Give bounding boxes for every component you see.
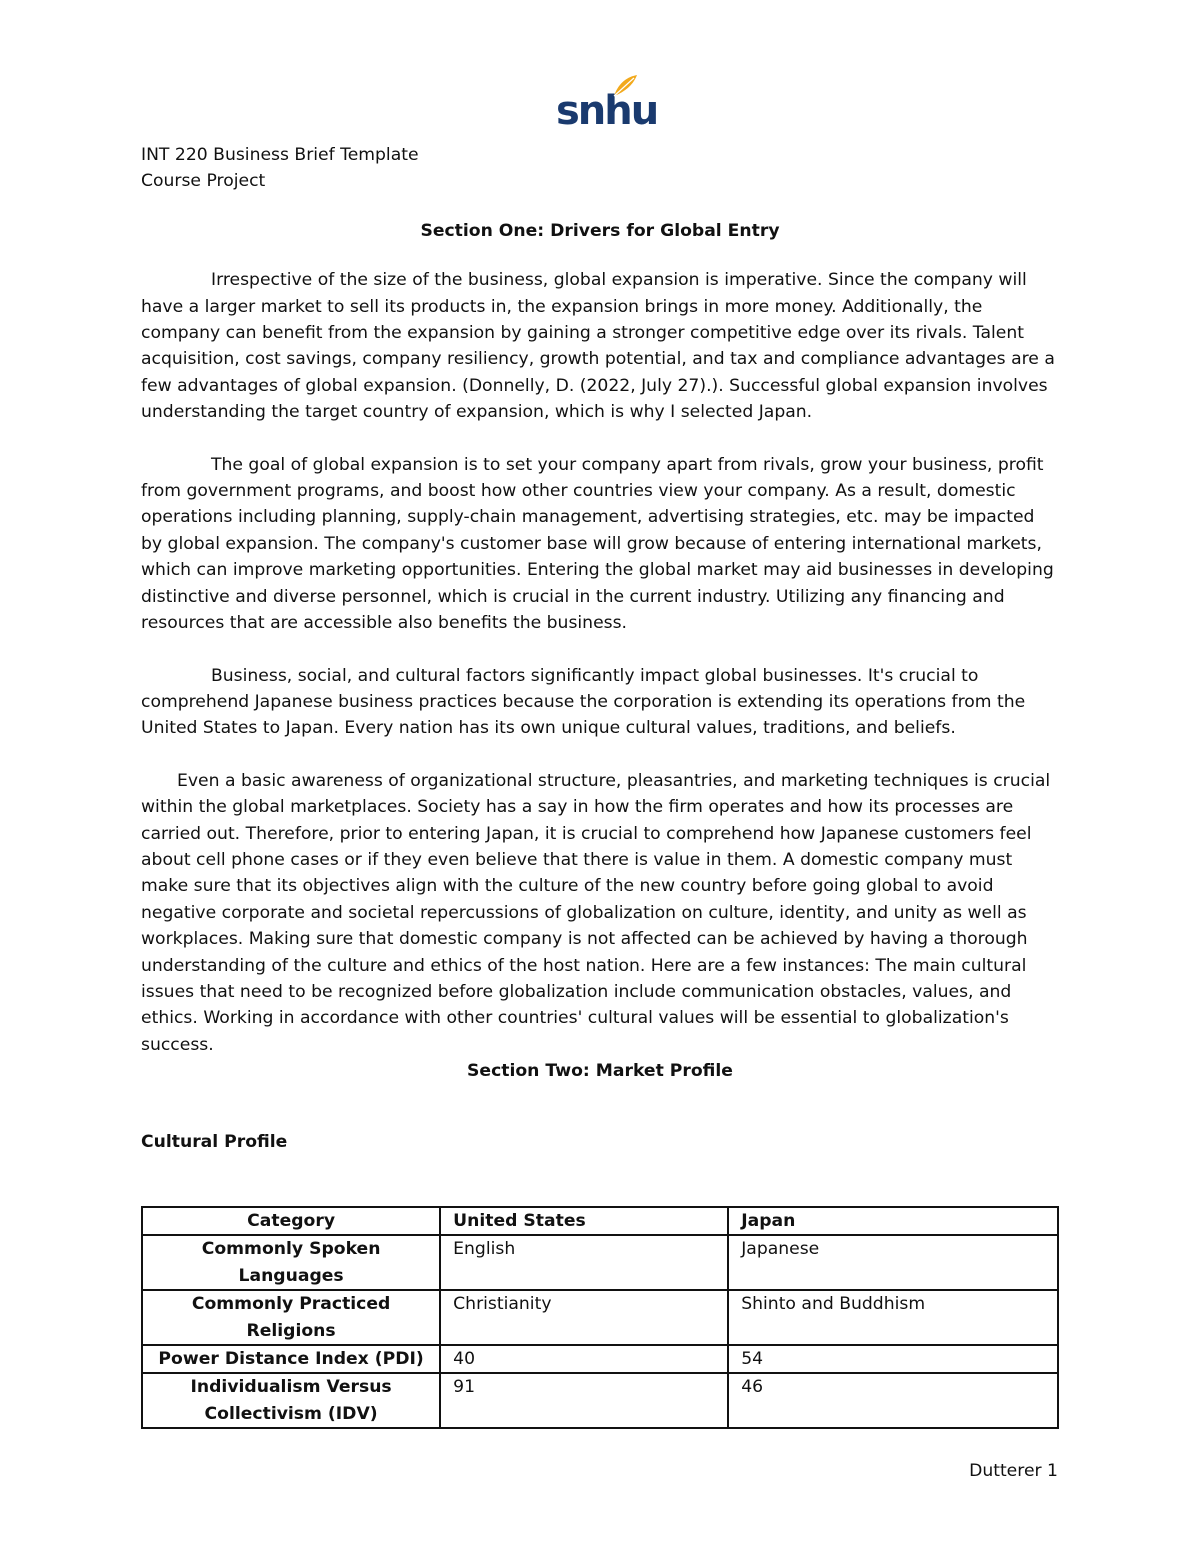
table-cell: Commonly Practiced Religions	[142, 1290, 440, 1345]
table-cell: 46	[728, 1373, 1058, 1428]
table-cell: English	[440, 1235, 728, 1290]
table-cell: 91	[440, 1373, 728, 1428]
logo-text: snhu	[556, 88, 658, 134]
table-cell: Power Distance Index (PDI)	[142, 1345, 440, 1373]
paragraph-4: Even a basic awareness of organizational structure, pleasantries, and marketing techniques is crucial within the global marketplaces. Society has a say in how the firm operates and how its processes are carried out. Therefore, prior to entering Japan, it is crucial to comprehend how Japanese customers feel about cell phone cases or if they even believe that there is value in them. A domestic company must make sure that its objectives align with the culture of the new country before going global to avoid negative corporate and societal repercussions of globalization on culture, identity, and unity as well as workplaces. Making sure that domestic company is not affected can be achieved by having a thorough understanding of the culture and ethics of the host nation. Here are a few instances: The main cultural issues that need to be recognized before globalization include communication obstacles, values, and ethics. Working in accordance with other countries' cultural values will be essential to globalization's success.	[141, 770, 1051, 1055]
leaf-icon	[612, 74, 638, 98]
table-cell: Commonly Spoken Languages	[142, 1235, 440, 1290]
table-row	[142, 1290, 1058, 1345]
table-header-cell: Category	[142, 1207, 440, 1235]
paragraph-1: Irrespective of the size of the business, global expansion is imperative. Since the company will have a larger market to sell its products in, the expansion brings in more money. Additionally, the company can benefit from the expansion by gaining a stronger competitive edge over its rivals. Talent acquisition, cost savings, company resiliency, growth potential, and tax and compliance advantages are a few advantages of global expansion. (Donnelly, D. (2022, July 27).). Successful global expansion involves understanding the target country of expansion, which is why I selected Japan.	[141, 270, 1055, 423]
table-row	[142, 1345, 1058, 1373]
table-cell: Shinto and Buddhism	[728, 1290, 1058, 1345]
table-cell: Japanese	[728, 1235, 1058, 1290]
cultural-profile-table	[141, 1206, 1059, 1429]
table-cell: 54	[728, 1345, 1058, 1373]
snhu-logo	[556, 74, 658, 134]
section-two-title: Section Two: Market Profile	[467, 1061, 733, 1082]
table-row	[142, 1235, 1058, 1290]
course-subtitle: Course Project	[141, 171, 266, 192]
table-header-cell: United States	[440, 1207, 728, 1235]
course-title: INT 220 Business Brief Template	[141, 145, 419, 165]
paragraph-2: The goal of global expansion is to set your company apart from rivals, grow your business, profit from government programs, and boost how other countries view your company. As a result, domestic operations including planning, supply-chain management, advertising strategies, etc. may be impacted by global expansion. The company's customer base will grow because of entering international markets, which can improve marketing opportunities. Entering the global market may aid businesses in developing distinctive and diverse personnel, which is crucial in the current industry. Utilizing any financing and resources that are accessible also benefits the business.	[141, 454, 1054, 634]
section-one-title: Section One: Drivers for Global Entry	[420, 220, 780, 241]
paragraph-3: Business, social, and cultural factors significantly impact global businesses. It's crucial to comprehend Japanese business practices because the corporation is extending its operations from the United States to Japan. Every nation has its own unique cultural values, traditions, and beliefs.	[141, 665, 1026, 739]
table-cell: Christianity	[440, 1290, 728, 1345]
table-cell: 40	[440, 1345, 728, 1373]
document-body	[141, 142, 1059, 1155]
table-header-cell: Japan	[728, 1207, 1058, 1235]
cultural-profile-heading: Cultural Profile	[141, 1131, 288, 1152]
page-footer: Dutterer 1	[969, 1461, 1058, 1481]
table-row	[142, 1373, 1058, 1428]
table-header-row	[142, 1207, 1058, 1235]
table-cell: Individualism Versus Collectivism (IDV)	[142, 1373, 440, 1428]
